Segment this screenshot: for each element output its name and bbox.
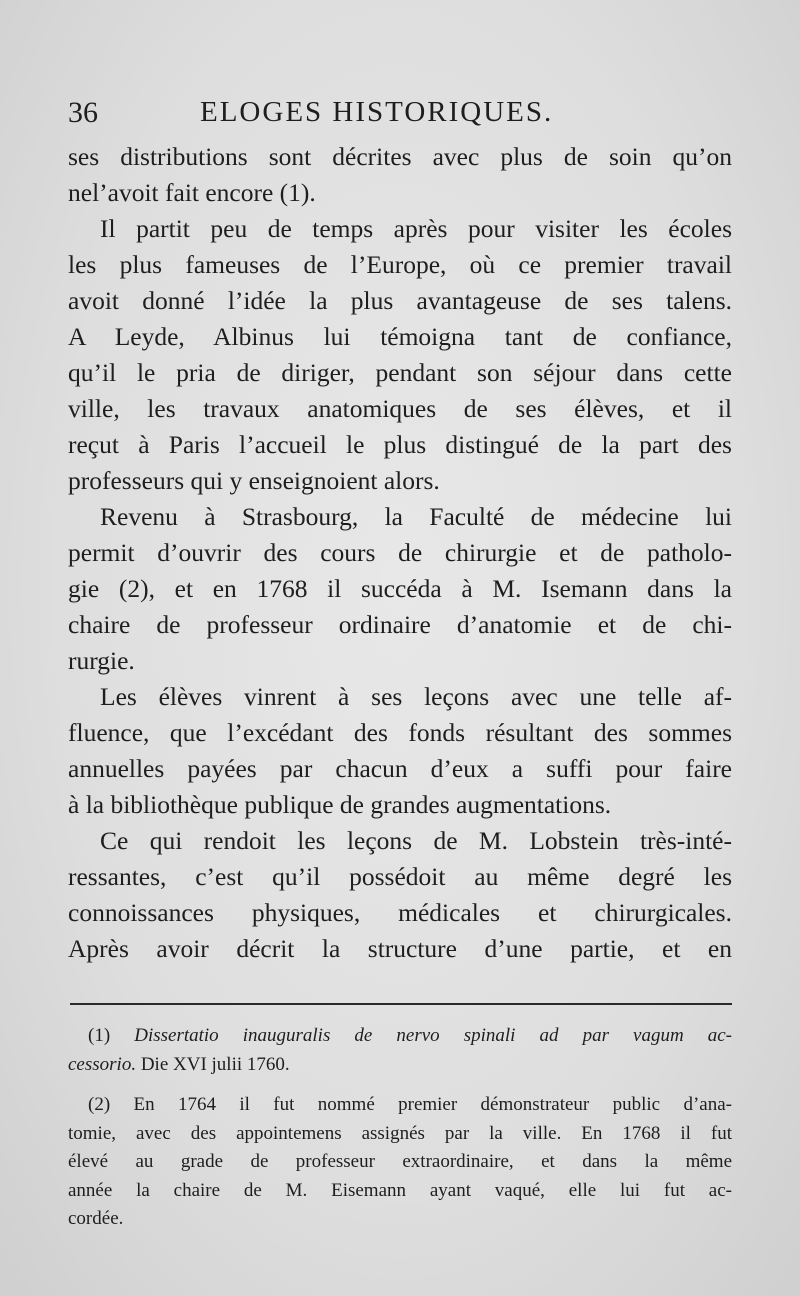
text-line: nel’avoit fait encore (1). <box>68 178 316 207</box>
text-line: Les élèves vinrent à ses leçons avec une telle af- <box>100 682 732 711</box>
page-header <box>68 96 732 140</box>
text-line: professeurs qui y enseignoient alors. <box>68 466 440 495</box>
text-line: chaire de professeur ordinaire d’anatomie et de chi- <box>68 610 732 639</box>
text-line: connoissances physiques, médicales et chirurgicales. <box>68 898 732 927</box>
text-line: avoit donné l’idée la plus avantageuse de ses talens. <box>68 286 732 315</box>
footnotes <box>68 1022 732 1234</box>
footnote-1-title-cont: cessorio. <box>68 1053 137 1075</box>
text-line: ressantes, c’est qu’il possédoit au même degré les <box>68 862 732 891</box>
footnote-2-line: année la chaire de M. Eisemann ayant vaqué, elle lui fut ac- <box>68 1179 732 1201</box>
footnote-2-line: (2) En 1764 il fut nommé premier démonstrateur public d’ana- <box>88 1094 732 1115</box>
footnote-1-marker: (1) <box>88 1025 111 1046</box>
text-line: Il partit peu de temps après pour visiter les écoles <box>100 214 732 243</box>
text-line: permit d’ouvrir des cours de chirurgie et de patholo- <box>68 538 732 567</box>
text-line: Après avoir décrit la structure d’une partie, et en <box>68 934 732 963</box>
footnote-divider <box>70 1003 732 1005</box>
footnote-1-date: Die XVI julii 1760. <box>140 1053 290 1075</box>
text-line: rurgie. <box>68 646 135 675</box>
text-line: Revenu à Strasbourg, la Faculté de médecine lui <box>100 502 732 531</box>
footnote-2-line: cordée. <box>68 1208 124 1229</box>
body-text <box>68 139 732 967</box>
text-line: reçut à Paris l’accueil le plus distingué de la part des <box>68 430 732 459</box>
footnote-2-line: élevé au grade de professeur extraordinaire, et dans la même <box>68 1151 732 1172</box>
text-line: gie (2), et en 1768 il succéda à M. Isemann dans la <box>68 574 732 603</box>
footnote-2-line: tomie, avec des appointemens assignés par la ville. En 1768 il fut <box>68 1122 732 1144</box>
text-line: à la bibliothèque publique de grandes augmentations. <box>68 790 612 819</box>
running-title: ELOGES HISTORIQUES. <box>200 96 554 128</box>
text-line: Ce qui rendoit les leçons de M. Lobstein très-inté- <box>100 826 732 855</box>
text-line: qu’il le pria de diriger, pendant son séjour dans cette <box>68 358 732 387</box>
text-line: ville, les travaux anatomiques de ses élèves, et il <box>68 394 732 423</box>
footnote-gap <box>68 1079 732 1091</box>
text-line: les plus fameuses de l’Europe, où ce premier travail <box>68 250 732 279</box>
page-number: 36 <box>68 96 98 129</box>
footnote-1-line <box>68 1051 732 1080</box>
text-line: annuelles payées par chacun d’eux a suffi pour faire <box>68 754 732 783</box>
footnote-1-title: Dissertatio inauguralis de nervo spinali ad par vagum ac- <box>134 1025 732 1046</box>
text-line: fluence, que l’excédant des fonds résultant des sommes <box>68 718 732 747</box>
text-line: ses distributions sont décrites avec plus de soin qu’on <box>68 142 732 171</box>
footnote-1-line <box>68 1022 732 1051</box>
text-line: A Leyde, Albinus lui témoigna tant de confiance, <box>68 322 732 351</box>
